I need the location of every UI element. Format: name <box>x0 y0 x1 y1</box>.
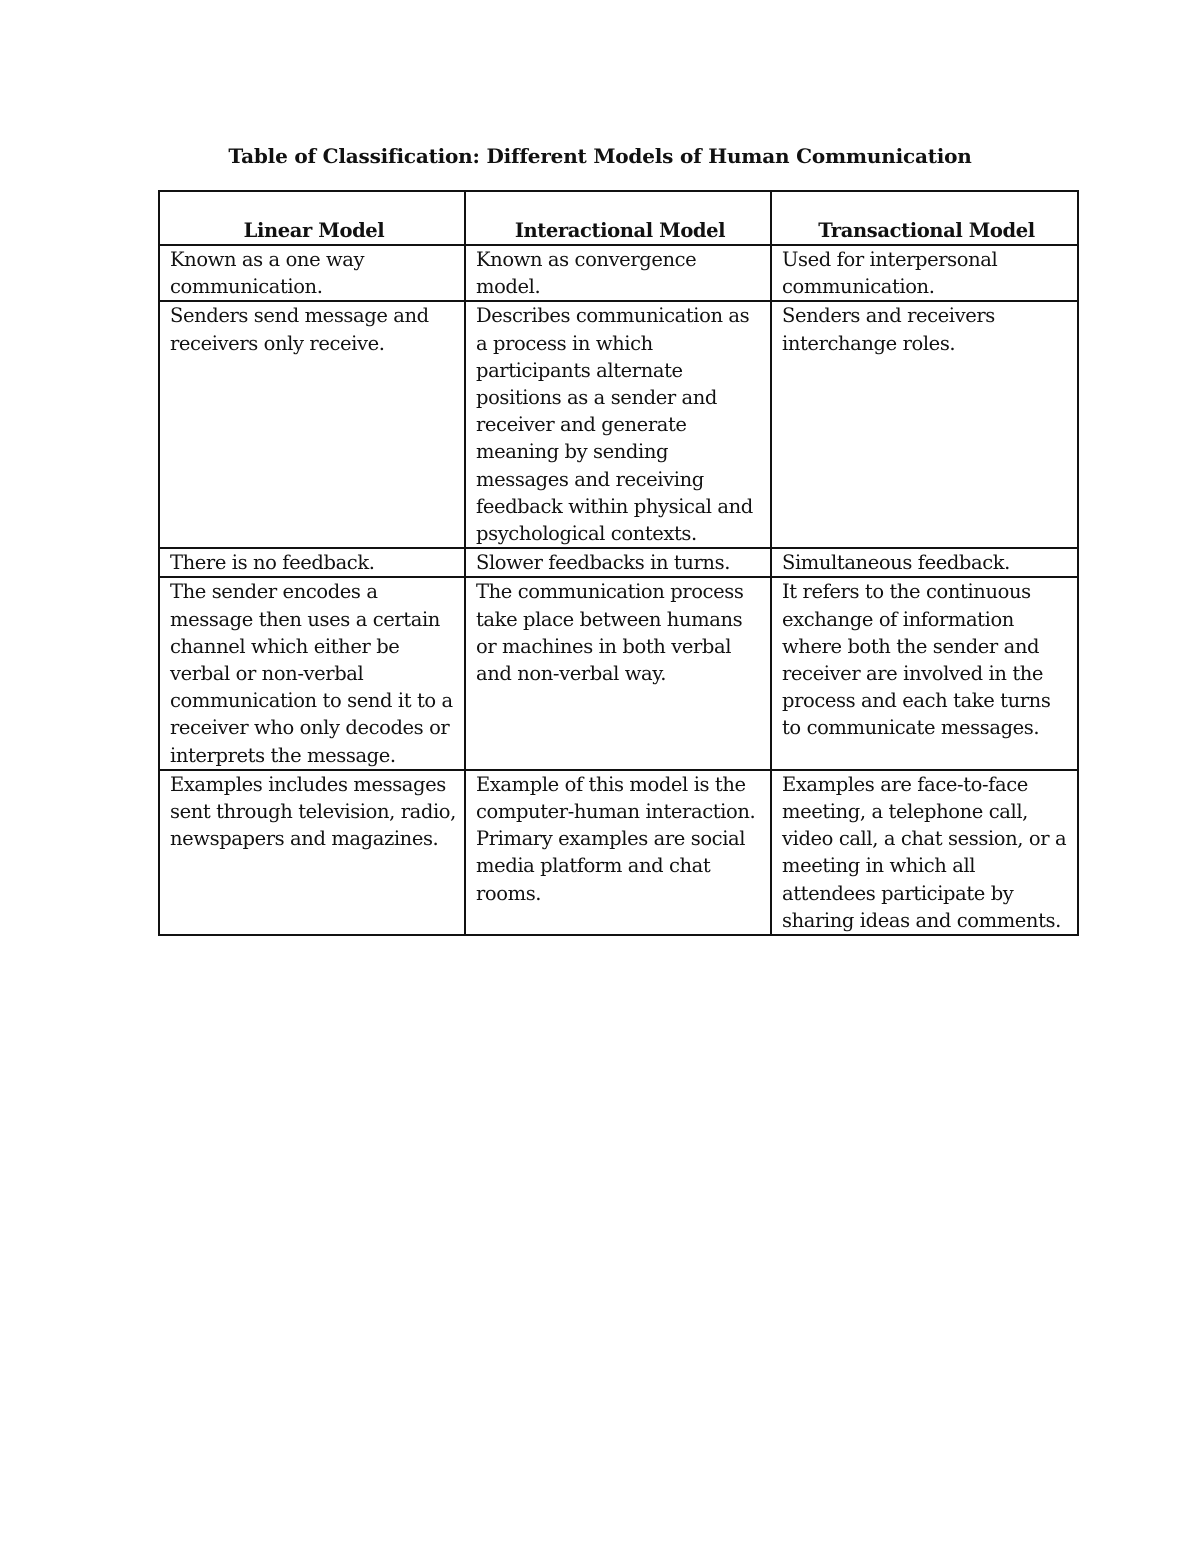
table-cell: There is no feedback. <box>159 548 465 577</box>
table-cell: Examples includes messages sent through television, radio, newspapers and magazines. <box>159 770 465 935</box>
table-cell: The sender encodes a message then uses a certain channel which either be verbal or non-verbal communication to send it to a receiver who only decodes or interprets the message. <box>159 577 465 769</box>
table-row <box>159 770 1078 935</box>
header-linear-model: Linear Model <box>159 191 465 245</box>
header-interactional-model: Interactional Model <box>465 191 771 245</box>
table-cell: Simultaneous feedback. <box>771 548 1078 577</box>
table-row <box>159 245 1078 301</box>
table-cell: It refers to the continuous exchange of information where both the sender and receiver are involved in the process and each take turns to communicate messages. <box>771 577 1078 769</box>
table-header-row <box>159 191 1078 245</box>
table-cell: Known as convergence model. <box>465 245 771 301</box>
table-cell: Senders send message and receivers only receive. <box>159 301 465 548</box>
table-cell: Example of this model is the computer-human interaction. Primary examples are social media platform and chat rooms. <box>465 770 771 935</box>
table-cell: The communication process take place between humans or machines in both verbal and non-verbal way. <box>465 577 771 769</box>
classification-table <box>158 190 1079 936</box>
document-title: Table of Classification: Different Models of Human Communication <box>228 144 972 168</box>
table-cell: Known as a one way communication. <box>159 245 465 301</box>
table-row <box>159 548 1078 577</box>
table-cell: Describes communication as a process in which participants alternate positions as a sender and receiver and generate meaning by sending messages and receiving feedback within physical and psychological contexts. <box>465 301 771 548</box>
table-cell: Examples are face-to-face meeting, a telephone call, video call, a chat session, or a meeting in which all attendees participate by sharing ideas and comments. <box>771 770 1078 935</box>
table-cell: Used for interpersonal communication. <box>771 245 1078 301</box>
table-row <box>159 301 1078 548</box>
table-cell: Senders and receivers interchange roles. <box>771 301 1078 548</box>
table-cell: Slower feedbacks in turns. <box>465 548 771 577</box>
header-transactional-model: Transactional Model <box>771 191 1078 245</box>
table-row <box>159 577 1078 769</box>
